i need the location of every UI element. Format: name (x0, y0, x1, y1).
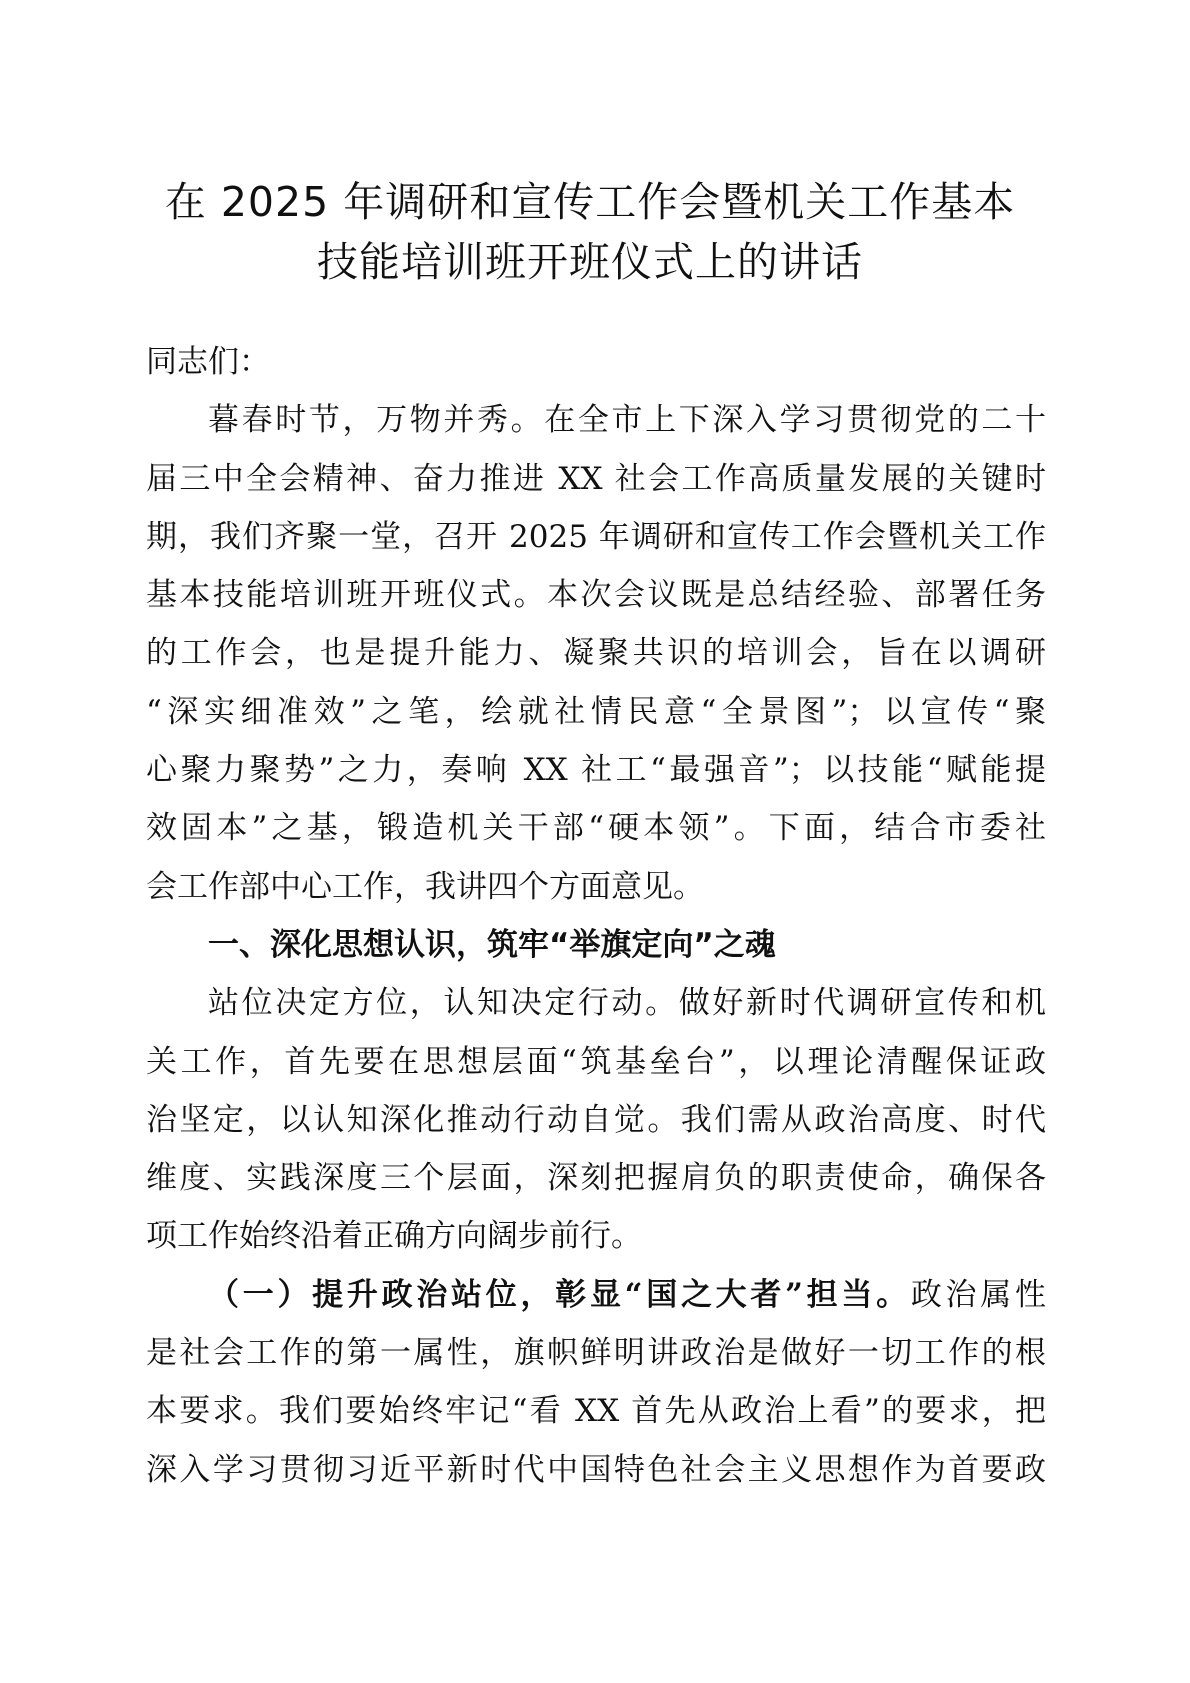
paragraph-line: 心聚力聚势”之力，奏响 XX 社工“最强音”；以技能“赋能提 (146, 752, 1046, 789)
subsection-paragraph (146, 1266, 1046, 1499)
paragraph-line: 期，我们齐聚一堂，召开 2025 年调研和宣传工作会暨机关工作 (146, 518, 1046, 555)
title-line: 在 2025 年调研和宣传工作会暨机关工作基本 (164, 178, 1016, 226)
paragraph-line: 关工作，首先要在思想层面“筑基垒台”，以理论清醒保证政 (146, 1043, 1046, 1080)
paragraph-line: “深实细准效”之笔，绘就社情民意“全景图”；以宣传“聚 (146, 693, 1046, 730)
paragraph-line: 基本技能培训班开班仪式。本次会议既是总结经验、部署任务 (146, 577, 1046, 614)
salutation: 同志们： (146, 344, 270, 380)
intro-paragraph (146, 391, 1046, 916)
paragraph-line: 项工作始终沿着正确方向阔步前行。 (146, 1218, 642, 1255)
paragraph-line: 站位决定方位，认知决定行动。做好新时代调研宣传和机 (208, 985, 1046, 1022)
subsection-heading: （一）提升政治站位，彰显“国之大者”担当。 (208, 1276, 911, 1313)
paragraph-line: 的工作会，也是提升能力、凝聚共识的培训会，旨在以调研 (146, 635, 1046, 672)
paragraph-line: 届三中全会精神、奋力推进 XX 社会工作高质量发展的关键时 (146, 460, 1046, 497)
paragraph-line: 本要求。我们要始终牢记“看 XX 首先从政治上看”的要求，把 (146, 1393, 1046, 1430)
paragraph-line: 治坚定，以认知深化推动行动自觉。我们需从政治高度、时代 (146, 1101, 1046, 1138)
document-title (140, 172, 1040, 292)
paragraph-line: 是社会工作的第一属性，旗帜鲜明讲政治是做好一切工作的根 (146, 1335, 1046, 1372)
paragraph-line (146, 1266, 1046, 1324)
paragraph-line: 深入学习贯彻习近平新时代中国特色社会主义思想作为首要政 (146, 1451, 1046, 1488)
subsection-lead-text: 政治属性 (910, 1276, 1046, 1313)
title-line: 技能培训班开班仪式上的讲话 (317, 238, 863, 286)
paragraph-line: 维度、实践深度三个层面，深刻把握肩负的职责使命，确保各 (146, 1160, 1046, 1197)
paragraph-line: 暮春时节，万物并秀。在全市上下深入学习贯彻党的二十 (208, 402, 1046, 439)
paragraph-line: 会工作部中心工作，我讲四个方面意见。 (146, 868, 704, 905)
document-body (146, 333, 1046, 1499)
paragraph-line: 效固本”之基，锻造机关干部“硬本领”。下面，结合市委社 (146, 810, 1046, 847)
section-paragraph (146, 974, 1046, 1265)
section-heading: 一、深化思想认识，筑牢“举旗定向”之魂 (208, 926, 776, 963)
